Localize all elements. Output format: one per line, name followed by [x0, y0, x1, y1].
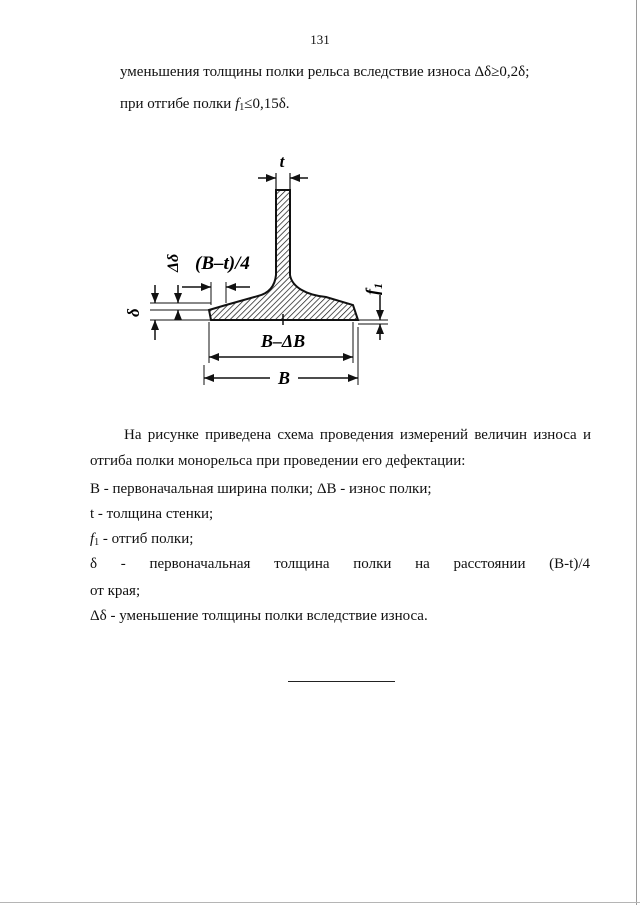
rail-cross-section-figure: [110, 145, 410, 390]
definition-f1-sub: 1: [94, 537, 100, 548]
definition-t: t - толщина стенки;: [90, 506, 214, 522]
text-line-bend-condition: [120, 95, 290, 117]
label-b: B: [277, 368, 291, 388]
definition-delta-word: первоначальная: [149, 556, 251, 572]
definition-delta-line: [90, 555, 590, 573]
definition-f1-symbol: f: [90, 531, 95, 547]
text-line-wear-condition: уменьшения толщины полки рельса вследствие износа Δδ≥0,2δ;: [120, 64, 530, 80]
page-edge-right: [636, 0, 637, 905]
flange-thickness-dimensions: [150, 285, 211, 340]
page-number: 131: [310, 32, 330, 47]
label-f1: $f_1$: [362, 283, 385, 295]
label-b-minus-t-over-4: (B–t)/4: [195, 253, 250, 274]
definition-delta-word: полки: [353, 556, 392, 572]
definition-f1: [90, 530, 193, 552]
definition-delta-word: (B-t)/4: [549, 556, 590, 572]
definition-delta-word: δ: [90, 556, 98, 572]
end-rule: [288, 681, 395, 682]
paragraph-intro-line-2: отгиба полки монорельса при проведении его дефектации:: [90, 453, 466, 469]
bend-condition-prefix: при отгибе полки: [120, 96, 236, 112]
bend-condition-f: f: [235, 96, 240, 112]
definition-b: B - первоначальная ширина полки; ΔB - износ полки;: [90, 481, 432, 497]
definition-f1-text: - отгиб полки;: [99, 531, 194, 547]
definition-delta-word: -: [120, 556, 126, 572]
bend-condition-f-sub: 1: [239, 102, 245, 113]
flange-bend-dimension: [358, 295, 388, 340]
label-delta: δ: [124, 308, 143, 317]
bend-condition-suffix: ≤0,15δ.: [244, 96, 290, 112]
paragraph-intro-line-1: На рисунке приведена схема проведения измерений величин износа и: [124, 427, 591, 443]
page-edge-bottom: [0, 902, 640, 903]
definition-delta-word: толщина: [274, 556, 330, 572]
definition-delta-continuation: от края;: [90, 583, 141, 599]
label-t: t: [279, 152, 285, 171]
label-delta-delta: Δδ: [165, 253, 182, 272]
label-b-minus-delta-b: B–ΔB: [260, 331, 306, 351]
definition-delta-delta: Δδ - уменьшение толщины полки вследствие износа.: [90, 608, 428, 624]
definition-delta-word: расстоянии: [453, 556, 526, 572]
web-thickness-dimension: [258, 173, 308, 190]
definition-delta-word: на: [415, 556, 430, 572]
